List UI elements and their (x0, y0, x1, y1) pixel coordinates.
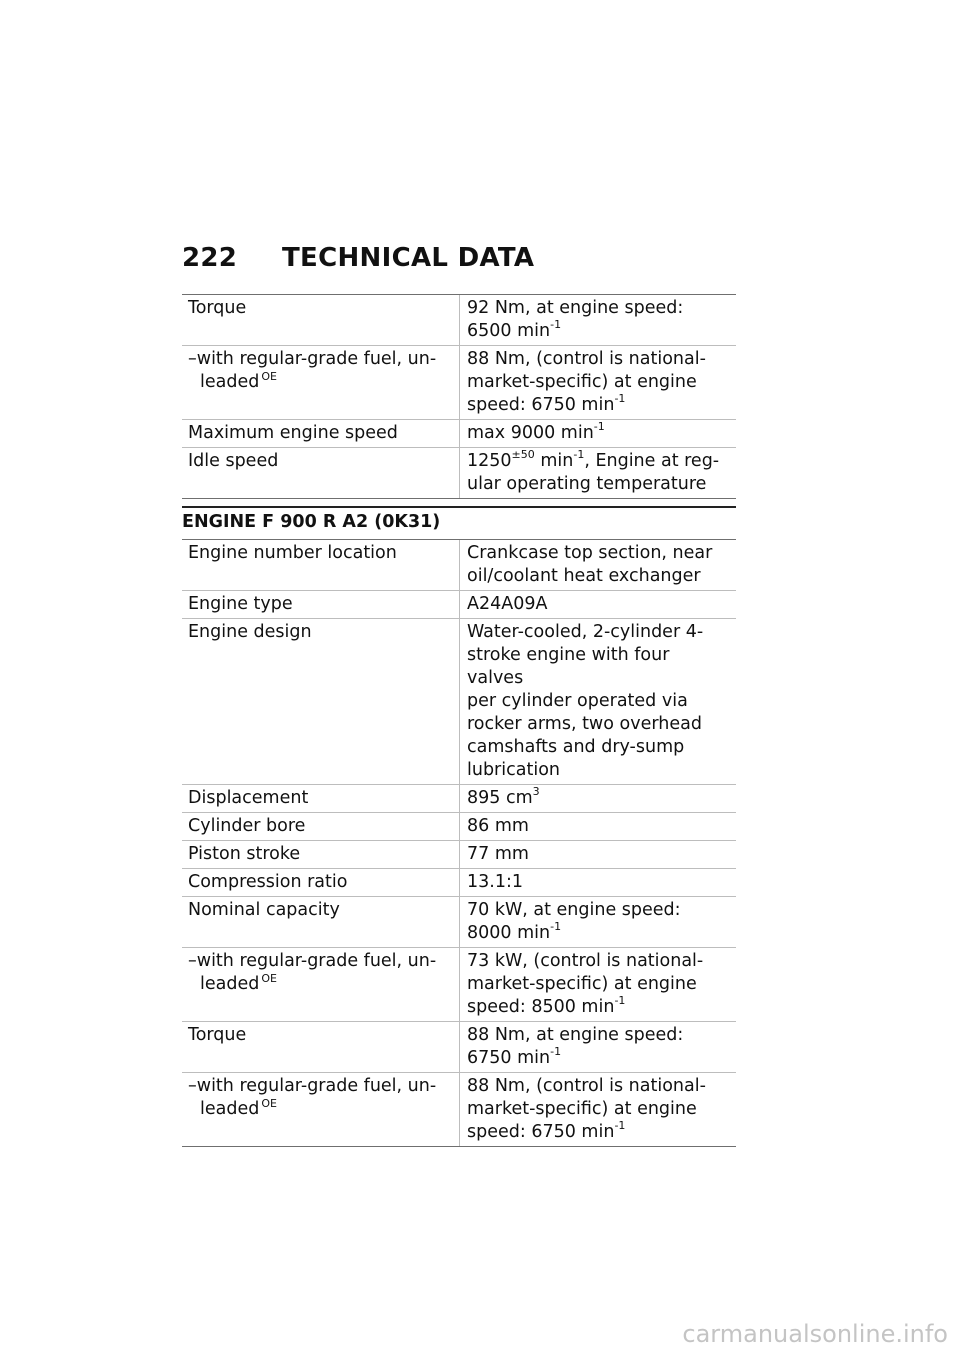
table-row: Cylinder bore 86 mm (182, 813, 736, 841)
table-row (182, 295, 736, 346)
row-label: Torque (182, 295, 460, 346)
watermark-text: carmanualsonline.info (682, 1320, 948, 1348)
spec-table-top (182, 294, 736, 499)
row-value: max 9000 $\min^{-1}$ (460, 420, 737, 448)
table-row: Engine type A24A09A (182, 591, 736, 619)
page-header (182, 243, 534, 273)
row-label: Idle speed (182, 448, 460, 499)
row-value: 92 Nm, at engine speed: 6500 $\min^{-1}$ (460, 295, 737, 346)
section-title: ENGINE F 900 R A2 (0K31) (182, 506, 736, 532)
page-number: 222 (182, 243, 238, 273)
table-row: Piston stroke 77 mm (182, 841, 736, 869)
oe-marker: OE (261, 1097, 277, 1111)
table-row: –with regular-grade fuel, un- leaded $^{OE}$ 88 Nm, (control is national- market-specific) at engine speed: 6750 $\min^{-1}$ (182, 1073, 736, 1147)
oe-marker: OE (261, 972, 277, 986)
page-title: TECHNICAL DATA (282, 243, 535, 273)
spec-table-engine (182, 539, 736, 1147)
row-label: Maximum engine speed (182, 420, 460, 448)
table-row: Torque 88 Nm, at engine speed: 6750 $\min^{-1}$ (182, 1022, 736, 1073)
row-value: $1250^{\pm 50}$ $\min^{-1}$, Engine at reg- ular operating temperature (460, 448, 737, 499)
table-row: Compression ratio 13.1:1 (182, 869, 736, 897)
row-label: –with regular-grade fuel, un- leaded $^{OE}$ (182, 346, 460, 420)
table-row (182, 346, 736, 420)
table-row: Displacement 895 $cm^3$ (182, 785, 736, 813)
table-row (182, 448, 736, 499)
oe-marker: OE (261, 370, 277, 384)
table-row: –with regular-grade fuel, un- leaded $^{OE}$ 73 kW, (control is national- market-specific) at engine speed: 8500 $\min^{-1}$ (182, 948, 736, 1022)
table-row: Engine number location Crankcase top section, near oil/coolant heat exchanger (182, 540, 736, 591)
table-row (182, 420, 736, 448)
table-row: Nominal capacity 70 kW, at engine speed: 8000 $\min^{-1}$ (182, 897, 736, 948)
row-value: 88 Nm, (control is national- market-specific) at engine speed: 6750 $\min^{-1}$ (460, 346, 737, 420)
table-row: Engine design Water-cooled, 2-cylinder 4- stroke engine with four valves per cylinder operated via rocker arms, two overhead camshafts and dry-sump lubrication (182, 619, 736, 785)
